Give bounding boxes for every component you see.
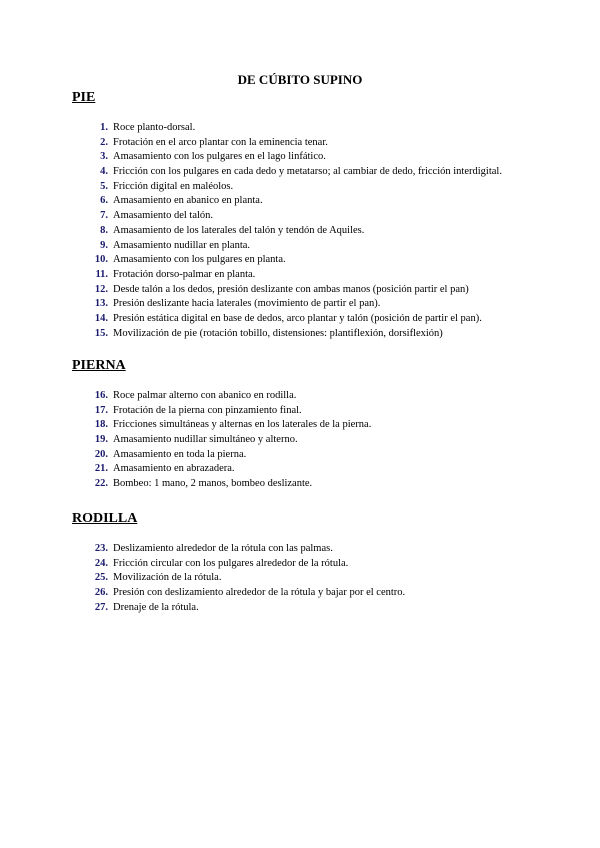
item-text: Amasamiento en abrazadera.	[113, 463, 235, 475]
list-item	[72, 571, 552, 586]
item-text: Amasamiento en abanico en planta.	[113, 195, 263, 207]
item-text: Amasamiento con los pulgares en planta.	[113, 254, 286, 266]
list-item	[72, 121, 552, 136]
item-number: 16.	[94, 390, 108, 401]
item-text: Fricciones simultáneas y alternas en los laterales de la pierna.	[113, 419, 372, 431]
list-item	[72, 224, 552, 239]
item-text: Presión con deslizamiento alrededor de la rótula y bajar por el centro.	[113, 587, 406, 599]
list-item	[72, 477, 552, 492]
item-number: 10.	[94, 254, 108, 266]
page-title: DE CÚBITO SUPINO	[237, 72, 363, 87]
item-number: 9.	[100, 239, 108, 251]
list-item	[72, 404, 552, 419]
list-item	[72, 165, 552, 180]
item-number: 25.	[94, 572, 108, 584]
list-item	[72, 180, 552, 195]
item-number: 12.	[94, 283, 108, 295]
item-number: 19.	[94, 434, 108, 446]
item-text: Amasamiento con los pulgares en el lago linfático.	[113, 151, 326, 163]
item-text: Amasamiento en toda la pierna.	[113, 448, 247, 460]
list-item	[72, 327, 552, 342]
item-number: 22.	[94, 478, 108, 490]
item-text: Movilización de pie (rotación tobillo, distensiones: plantiflexión, dorsiflexión)	[113, 327, 443, 339]
list-item	[72, 239, 552, 254]
list-item	[72, 209, 552, 224]
list-item	[72, 448, 552, 463]
list-item	[72, 312, 552, 327]
list-rodilla	[72, 542, 552, 615]
list-item	[72, 150, 552, 165]
section-heading-pie: PIE	[72, 90, 96, 105]
item-text: Amasamiento de los laterales del talón y tendón de Aquiles.	[113, 224, 365, 236]
item-number: 3.	[100, 151, 108, 163]
section-rodilla	[72, 510, 552, 615]
list-item	[72, 542, 552, 557]
item-text: Desde talón a los dedos, presión deslizante con ambas manos (posición partir el pan)	[113, 283, 469, 295]
list-item	[72, 586, 552, 601]
item-number: 2.	[100, 136, 108, 148]
item-number: 11.	[95, 268, 108, 280]
item-number: 23.	[94, 543, 108, 554]
item-text: Frotación en el arco plantar con la eminencia tenar.	[113, 136, 328, 148]
list-item	[72, 297, 552, 312]
item-number: 15.	[94, 327, 108, 339]
item-text: Fricción con los pulgares en cada dedo y metatarso; al cambiar de dedo, fricción interdigital.	[113, 166, 502, 178]
item-number: 17.	[94, 404, 108, 416]
list-pie	[72, 121, 552, 341]
item-text: Drenaje de la rótula.	[113, 601, 199, 613]
item-number: 1.	[100, 122, 108, 133]
list-item	[72, 433, 552, 448]
item-number: 21.	[94, 463, 108, 475]
list-item	[72, 283, 552, 298]
item-text: Roce palmar alterno con abanico en rodilla.	[113, 390, 297, 401]
item-text: Movilización de la rótula.	[113, 572, 222, 584]
list-item	[72, 389, 552, 404]
item-number: 26.	[94, 587, 108, 599]
list-item	[72, 557, 552, 572]
list-item	[72, 268, 552, 283]
item-number: 6.	[100, 195, 108, 207]
list-item	[72, 418, 552, 433]
list-item	[72, 253, 552, 268]
item-text: Presión deslizante hacia laterales (movimiento de partir el pan).	[113, 298, 381, 310]
item-text: Amasamiento del talón.	[113, 210, 214, 222]
item-number: 7.	[100, 210, 108, 222]
list-item	[72, 136, 552, 151]
item-number: 14.	[94, 312, 108, 324]
list-item	[72, 462, 552, 477]
section-pie	[72, 89, 552, 341]
item-number: 27.	[94, 601, 108, 613]
item-text: Presión estática digital en base de dedos, arco plantar y talón (posición de partir el pan).	[113, 312, 482, 324]
item-text: Roce planto-dorsal.	[113, 122, 196, 133]
item-text: Frotación de la pierna con pinzamiento final.	[113, 404, 302, 416]
section-heading-rodilla: RODILLA	[72, 511, 138, 526]
item-text: Amasamiento nudillar en planta.	[113, 239, 251, 251]
item-number: 24.	[94, 557, 108, 569]
item-text: Deslizamiento alrededor de la rótula con las palmas.	[113, 543, 333, 554]
list-item	[72, 601, 552, 616]
item-number: 5.	[100, 180, 108, 192]
section-heading-pierna: PIERNA	[72, 358, 126, 373]
item-text: Fricción circular con los pulgares alrededor de la rótula.	[113, 557, 349, 569]
item-text: Frotación dorso-palmar en planta.	[113, 268, 256, 280]
item-number: 13.	[94, 298, 108, 310]
item-number: 20.	[94, 448, 108, 460]
list-pierna	[72, 389, 552, 492]
item-text: Bombeo: 1 mano, 2 manos, bombeo deslizante.	[113, 478, 313, 490]
section-pierna	[72, 357, 552, 492]
item-number: 4.	[100, 166, 108, 178]
item-number: 18.	[94, 419, 108, 431]
item-text: Fricción digital en maléolos.	[113, 180, 234, 192]
item-text: Amasamiento nudillar simultáneo y alterno.	[113, 434, 298, 446]
list-item	[72, 194, 552, 209]
item-number: 8.	[100, 224, 108, 236]
